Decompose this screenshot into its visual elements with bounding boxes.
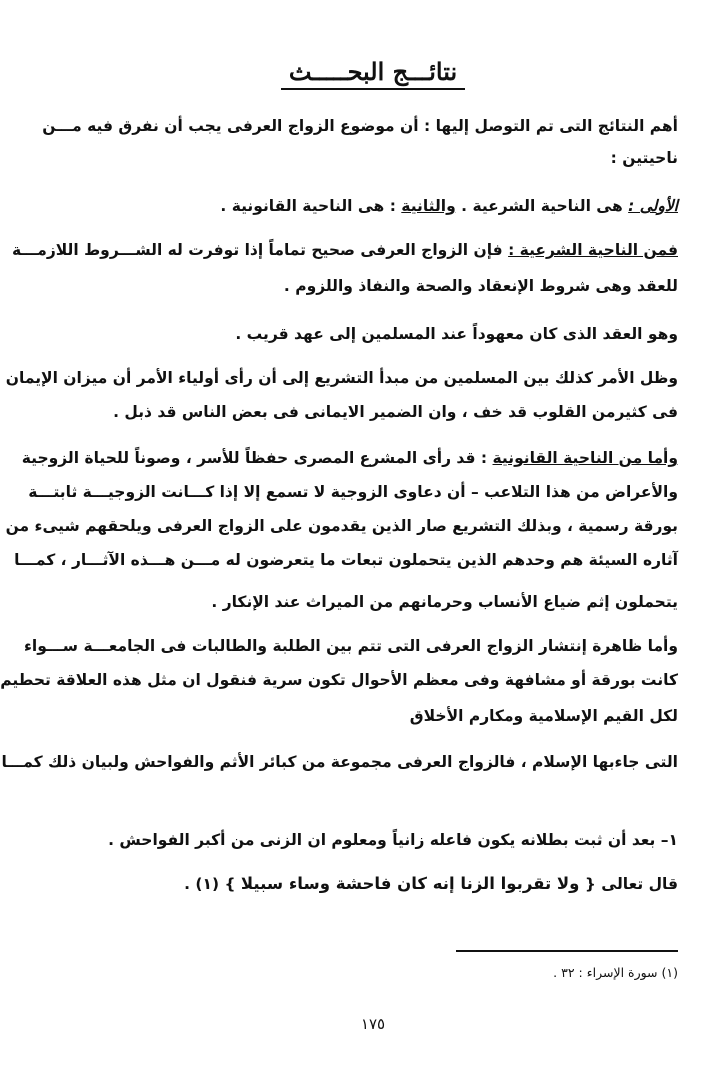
verse-suffix: } (١) . xyxy=(184,875,241,893)
footnote: (١) سورة الإسراء : ٣٢ . xyxy=(553,965,678,980)
page-title xyxy=(38,52,708,92)
text-line-18: ١– بعد أن ثبت بطلانه يكون فاعله زانياً ومعلوم ان الزنى من أكبر الفواحش . xyxy=(108,831,678,849)
text-line-16: لكل القيم الإسلامية ومكارم الأخلاق xyxy=(409,707,678,725)
legal-aspect-heading: وأما من الناحية القانونية xyxy=(492,449,678,467)
text-line-13: يتحملون إثم ضياع الأنساب وحرمانهم من الميراث عند الإنكار . xyxy=(211,593,678,611)
text-line-14: وأما ظاهرة إنتشار الزواج العرفى التى تتم بين الطلبة والطالبات فى الجامعـــة ســـواء xyxy=(23,637,678,655)
text-line-10: والأعراض من هذا التلاعب – أن دعاوى الزوجية لا تسمع إلا إذا كـــانت الزوجيـــة ثابتـــة xyxy=(28,483,678,501)
text-line-3 xyxy=(66,192,678,220)
text-line-8: فى كثيرمن القلوب قد خف ، وان الضمير الايمانى فى بعض الناس قد ذبل . xyxy=(113,403,678,421)
text-line-1: أهم النتائج التى تم التوصل إليها : أن موضوع الزواج العرفى يجب أن نفرق فيه مـــن xyxy=(42,117,678,135)
legal-aspect-text: : قد رأى المشرع المصرى حفظاً للأسر ، وصوناً للحياة الزوجية xyxy=(21,449,493,467)
text-line-2: ناحيتين : xyxy=(610,149,678,167)
text-line-15: كانت بورقة أو مشافهة وفى معظم الأحوال تكون سرية فنقول ان مثل هذه العلاقة تحطيم xyxy=(0,671,678,689)
second-aspect-label: والثانية xyxy=(401,197,456,215)
first-aspect-label: الأولى : xyxy=(628,197,678,215)
text-line-9 xyxy=(21,444,678,472)
quran-verse: ولا تقربوا الزنا إنه كان فاحشة وساء سبيلا xyxy=(240,874,580,893)
first-aspect-text: هى الناحية الشرعية . xyxy=(461,197,629,215)
page-number: ١٧٥ xyxy=(360,1015,386,1033)
second-aspect-text: : هى الناحية القانونية . xyxy=(220,197,402,215)
text-line-4 xyxy=(11,236,678,264)
page-title-text: نتائـــج البحـــــث xyxy=(281,57,465,90)
text-line-11: بورقة رسمية ، وبذلك التشريع صار الذين يقدمون على الزواج العرفى ويلحقهم شيىء من xyxy=(5,517,678,535)
sharia-aspect-text: فإن الزواج العرفى صحيح تماماً إذا توفرت له الشـــروط اللازمـــة xyxy=(11,241,509,259)
text-line-6: وهو العقد الذى كان معهوداً عند المسلمين إلى عهد قريب . xyxy=(235,325,678,343)
text-line-19 xyxy=(66,870,678,898)
verse-prefix: قال تعالى { xyxy=(579,875,678,893)
text-line-5: للعقد وهى شروط الإنعقاد والصحة والنفاذ واللزوم . xyxy=(283,277,678,295)
footnote-separator xyxy=(456,950,678,952)
text-line-7: وظل الأمر كذلك بين المسلمين من مبدأ التشريع إلى أن رأى أولياء الأمر أن ميزان الإيمان xyxy=(5,369,678,387)
text-line-17: التى جاءبها الإسلام ، فالزواج العرفى مجموعة من كبائر الأثم والفواحش ولبيان ذلك كمـــا xyxy=(1,753,678,771)
sharia-aspect-heading: فمن الناحية الشرعية : xyxy=(508,241,678,259)
text-line-12: آثاره السيئة هم وحدهم الذين يتحملون تبعات ما يتعرضون له مـــن هـــذه الآثـــار ، كمـــا xyxy=(14,551,678,569)
